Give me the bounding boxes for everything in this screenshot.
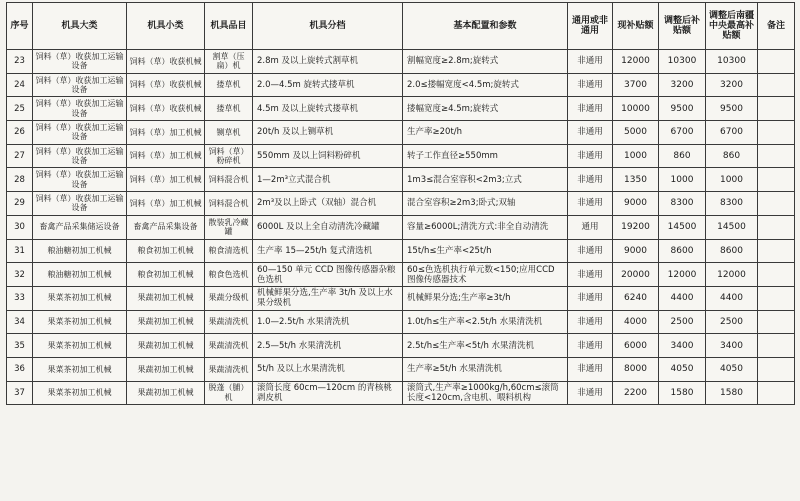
header-item: 机具品目: [205, 3, 253, 50]
table-row: [7, 334, 795, 358]
row-item: 饲料混合机: [205, 168, 253, 192]
row-adjusted-subsidy: 4400: [659, 286, 706, 310]
row-south-subsidy: 8300: [706, 192, 758, 216]
row-general: 非通用: [568, 121, 613, 145]
row-adjusted-subsidy: 6700: [659, 121, 706, 145]
row-category: 果菜茶初加工机械: [33, 310, 127, 334]
row-current-subsidy: 12000: [613, 50, 659, 74]
row-general: 非通用: [568, 50, 613, 74]
row-item: 搂草机: [205, 73, 253, 97]
row-config: 容量≥6000L;清洗方式:非全自动清洗: [403, 215, 568, 239]
row-config: 搂幅宽度≥4.5m;旋转式: [403, 97, 568, 121]
row-current-subsidy: 1000: [613, 144, 659, 168]
row-note: [758, 97, 795, 121]
header-adjusted-subsidy: 调整后补贴额: [659, 3, 706, 50]
row-south-subsidy: 3200: [706, 73, 758, 97]
row-item: 果蔬清洗机: [205, 357, 253, 381]
row-subcategory: 粮食初加工机械: [127, 263, 205, 287]
row-item: 割草（压扁）机: [205, 50, 253, 74]
row-subcategory: 饲料（草）加工机械: [127, 144, 205, 168]
row-subcategory: 饲料（草）收获机械: [127, 50, 205, 74]
row-general: 非通用: [568, 144, 613, 168]
row-adjusted-subsidy: 8600: [659, 239, 706, 263]
row-config: 2.5t/h≤生产率<5t/h 水果清洗机: [403, 334, 568, 358]
row-current-subsidy: 9000: [613, 239, 659, 263]
row-note: [758, 215, 795, 239]
row-config: 机械鲜果分选;生产率≥3t/h: [403, 286, 568, 310]
row-current-subsidy: 4000: [613, 310, 659, 334]
row-category: 果菜茶初加工机械: [33, 334, 127, 358]
row-current-subsidy: 5000: [613, 121, 659, 145]
row-no: 27: [7, 144, 33, 168]
row-item: 果蔬分级机: [205, 286, 253, 310]
header-config: 基本配置和参数: [403, 3, 568, 50]
row-item: 果蔬清洗机: [205, 334, 253, 358]
row-tier: 6000L 及以上全自动清洗冷藏罐: [253, 215, 403, 239]
table-row: [7, 357, 795, 381]
row-adjusted-subsidy: 3200: [659, 73, 706, 97]
row-current-subsidy: 3700: [613, 73, 659, 97]
row-subcategory: 果蔬初加工机械: [127, 310, 205, 334]
row-tier: 4.5m 及以上旋转式搂草机: [253, 97, 403, 121]
row-category: 饲料（草）收获加工运输设备: [33, 73, 127, 97]
row-adjusted-subsidy: 14500: [659, 215, 706, 239]
row-current-subsidy: 20000: [613, 263, 659, 287]
row-no: 37: [7, 381, 33, 405]
row-tier: 滚筒长度 60cm—120cm 的青核桃剥皮机: [253, 381, 403, 405]
row-adjusted-subsidy: 10300: [659, 50, 706, 74]
row-south-subsidy: 4050: [706, 357, 758, 381]
row-note: [758, 381, 795, 405]
row-note: [758, 310, 795, 334]
row-south-subsidy: 14500: [706, 215, 758, 239]
row-general: 非通用: [568, 357, 613, 381]
table-row: [7, 192, 795, 216]
row-tier: 20t/h 及以上铡草机: [253, 121, 403, 145]
row-item: 粮食清选机: [205, 239, 253, 263]
table-row: [7, 73, 795, 97]
row-tier: 550mm 及以上饲料粉碎机: [253, 144, 403, 168]
row-adjusted-subsidy: 2500: [659, 310, 706, 334]
row-subcategory: 饲料（草）加工机械: [127, 121, 205, 145]
row-general: 通用: [568, 215, 613, 239]
row-category: 粮油糖初加工机械: [33, 263, 127, 287]
row-tier: 机械鲜果分选,生产率 3t/h 及以上水果分级机: [253, 286, 403, 310]
row-item: 果蔬清洗机: [205, 310, 253, 334]
row-general: 非通用: [568, 97, 613, 121]
row-item: 饲料混合机: [205, 192, 253, 216]
row-general: 非通用: [568, 73, 613, 97]
row-no: 25: [7, 97, 33, 121]
row-note: [758, 334, 795, 358]
table-row: [7, 381, 795, 405]
row-general: 非通用: [568, 192, 613, 216]
row-south-subsidy: 1580: [706, 381, 758, 405]
row-no: 29: [7, 192, 33, 216]
table-row: [7, 239, 795, 263]
row-south-subsidy: 2500: [706, 310, 758, 334]
row-general: 非通用: [568, 334, 613, 358]
row-tier: 1.0—2.5t/h 水果清洗机: [253, 310, 403, 334]
header-category: 机具大类: [33, 3, 127, 50]
row-tier: 5t/h 及以上水果清洗机: [253, 357, 403, 381]
row-tier: 60—150 单元 CCD 图像传感器杂粮色选机: [253, 263, 403, 287]
header-note: 备注: [758, 3, 795, 50]
row-no: 36: [7, 357, 33, 381]
table-row: [7, 121, 795, 145]
row-tier: 生产率 15—25t/h 复式清选机: [253, 239, 403, 263]
table-row: [7, 50, 795, 74]
row-general: 非通用: [568, 286, 613, 310]
row-south-subsidy: 12000: [706, 263, 758, 287]
document-page: [0, 2, 800, 501]
row-category: 饲料（草）收获加工运输设备: [33, 144, 127, 168]
row-category: 饲料（草）收获加工运输设备: [33, 121, 127, 145]
row-subcategory: 果蔬初加工机械: [127, 357, 205, 381]
row-general: 非通用: [568, 263, 613, 287]
row-general: 非通用: [568, 239, 613, 263]
row-general: 非通用: [568, 310, 613, 334]
row-item: 粮食色选机: [205, 263, 253, 287]
table-row: [7, 168, 795, 192]
row-subcategory: 果蔬初加工机械: [127, 286, 205, 310]
row-adjusted-subsidy: 860: [659, 144, 706, 168]
row-south-subsidy: 8600: [706, 239, 758, 263]
row-subcategory: 粮食初加工机械: [127, 239, 205, 263]
header-row: [7, 3, 795, 50]
row-note: [758, 73, 795, 97]
row-note: [758, 144, 795, 168]
row-config: 60≤色选机执行单元数<150;应用CCD 图像传感器技术: [403, 263, 568, 287]
row-no: 23: [7, 50, 33, 74]
row-current-subsidy: 9000: [613, 192, 659, 216]
row-note: [758, 50, 795, 74]
row-current-subsidy: 19200: [613, 215, 659, 239]
row-subcategory: 饲料（草）加工机械: [127, 192, 205, 216]
table-row: [7, 144, 795, 168]
row-config: 1m3≤混合室容积<2m3;立式: [403, 168, 568, 192]
row-category: 饲料（草）收获加工运输设备: [33, 97, 127, 121]
row-no: 28: [7, 168, 33, 192]
row-item: 铡草机: [205, 121, 253, 145]
row-subcategory: 畜禽产品采集设备: [127, 215, 205, 239]
row-current-subsidy: 1350: [613, 168, 659, 192]
row-adjusted-subsidy: 12000: [659, 263, 706, 287]
row-category: 畜禽产品采集储运设备: [33, 215, 127, 239]
row-config: 生产率≥5t/h 水果清洗机: [403, 357, 568, 381]
row-current-subsidy: 6240: [613, 286, 659, 310]
row-no: 24: [7, 73, 33, 97]
row-config: 1.0t/h≤生产率<2.5t/h 水果清洗机: [403, 310, 568, 334]
header-south-subsidy: 调整后南疆中央最高补贴额: [706, 3, 758, 50]
row-note: [758, 168, 795, 192]
row-category: 果菜茶初加工机械: [33, 357, 127, 381]
row-south-subsidy: 6700: [706, 121, 758, 145]
row-current-subsidy: 8000: [613, 357, 659, 381]
row-note: [758, 121, 795, 145]
table-row: [7, 215, 795, 239]
row-category: 粮油糖初加工机械: [33, 239, 127, 263]
header-tier: 机具分档: [253, 3, 403, 50]
row-tier: 1—2m³立式混合机: [253, 168, 403, 192]
row-config: 滚筒式,生产率≥1000kg/h,60cm≤滚筒长度<120cm,含电机、喂料机构: [403, 381, 568, 405]
row-adjusted-subsidy: 1000: [659, 168, 706, 192]
row-config: 2.0≤搂幅宽度<4.5m;旋转式: [403, 73, 568, 97]
row-tier: 2m³及以上卧式（双轴）混合机: [253, 192, 403, 216]
row-tier: 2.5—5t/h 水果清洗机: [253, 334, 403, 358]
row-south-subsidy: 4400: [706, 286, 758, 310]
row-category: 果菜茶初加工机械: [33, 286, 127, 310]
row-adjusted-subsidy: 4050: [659, 357, 706, 381]
table-row: [7, 286, 795, 310]
row-south-subsidy: 860: [706, 144, 758, 168]
row-subcategory: 果蔬初加工机械: [127, 334, 205, 358]
row-no: 35: [7, 334, 33, 358]
row-config: 转子工作直径≥550mm: [403, 144, 568, 168]
row-config: 混合室容积≥2m3;卧式;双轴: [403, 192, 568, 216]
subsidy-table: [6, 2, 795, 405]
row-no: 32: [7, 263, 33, 287]
row-general: 非通用: [568, 168, 613, 192]
row-tier: 2.8m 及以上旋转式割草机: [253, 50, 403, 74]
row-south-subsidy: 10300: [706, 50, 758, 74]
row-subcategory: 饲料（草）收获机械: [127, 73, 205, 97]
row-item: 脱蓬（脯）机: [205, 381, 253, 405]
row-south-subsidy: 3400: [706, 334, 758, 358]
table-row: [7, 263, 795, 287]
row-no: 30: [7, 215, 33, 239]
row-note: [758, 357, 795, 381]
row-item: 散装乳冷藏罐: [205, 215, 253, 239]
row-current-subsidy: 6000: [613, 334, 659, 358]
row-adjusted-subsidy: 3400: [659, 334, 706, 358]
row-no: 34: [7, 310, 33, 334]
row-category: 饲料（草）收获加工运输设备: [33, 168, 127, 192]
row-south-subsidy: 9500: [706, 97, 758, 121]
header-subcategory: 机具小类: [127, 3, 205, 50]
row-subcategory: 饲料（草）加工机械: [127, 168, 205, 192]
row-note: [758, 192, 795, 216]
row-adjusted-subsidy: 8300: [659, 192, 706, 216]
row-current-subsidy: 2200: [613, 381, 659, 405]
row-item: 饲料（草）粉碎机: [205, 144, 253, 168]
row-no: 26: [7, 121, 33, 145]
table-row: [7, 97, 795, 121]
row-subcategory: 饲料（草）收获机械: [127, 97, 205, 121]
row-category: 饲料（草）收获加工运输设备: [33, 192, 127, 216]
row-south-subsidy: 1000: [706, 168, 758, 192]
row-adjusted-subsidy: 9500: [659, 97, 706, 121]
row-category: 饲料（草）收获加工运输设备: [33, 50, 127, 74]
table-row: [7, 310, 795, 334]
row-note: [758, 286, 795, 310]
row-tier: 2.0—4.5m 旋转式搂草机: [253, 73, 403, 97]
row-category: 果菜茶初加工机械: [33, 381, 127, 405]
header-no: 序号: [7, 3, 33, 50]
row-no: 31: [7, 239, 33, 263]
table-body: [7, 50, 795, 405]
row-general: 非通用: [568, 381, 613, 405]
row-config: 生产率≥20t/h: [403, 121, 568, 145]
header-current-subsidy: 现补贴额: [613, 3, 659, 50]
row-config: 割幅宽度≥2.8m;旋转式: [403, 50, 568, 74]
row-config: 15t/h≤生产率<25t/h: [403, 239, 568, 263]
row-item: 搂草机: [205, 97, 253, 121]
row-subcategory: 果蔬初加工机械: [127, 381, 205, 405]
row-note: [758, 239, 795, 263]
row-note: [758, 263, 795, 287]
header-general: 通用或非通用: [568, 3, 613, 50]
row-no: 33: [7, 286, 33, 310]
row-current-subsidy: 10000: [613, 97, 659, 121]
row-adjusted-subsidy: 1580: [659, 381, 706, 405]
